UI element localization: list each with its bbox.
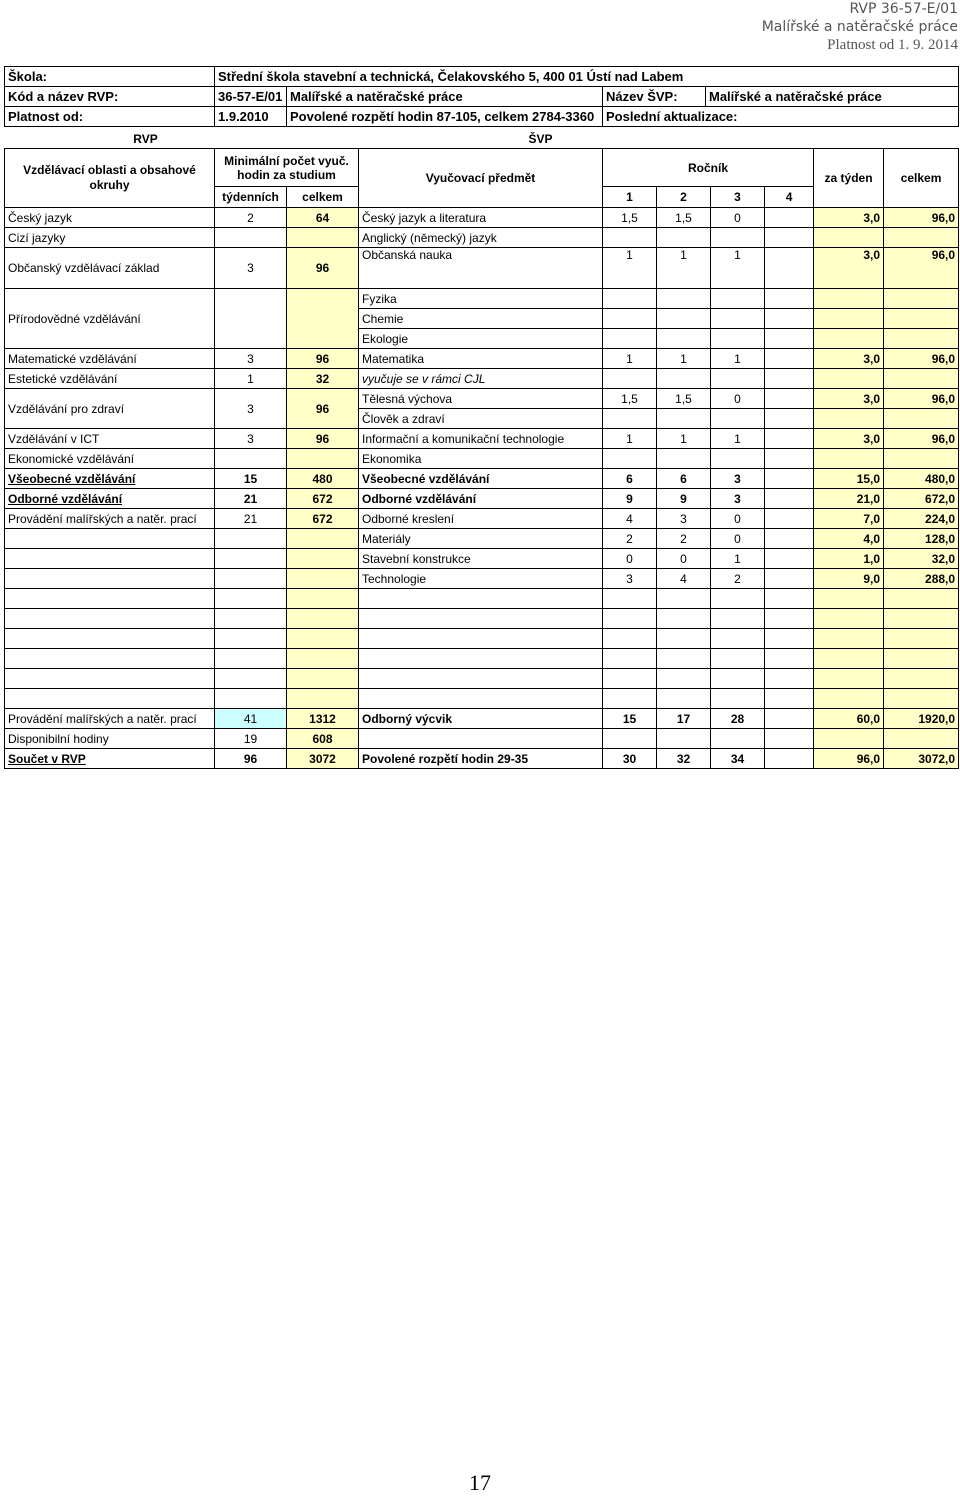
- subject-cell: Technologie: [359, 569, 603, 589]
- weekly-cell: 96: [215, 749, 287, 769]
- total-cell: 1312: [287, 709, 359, 729]
- total-sum-cell: 96,0: [884, 248, 959, 289]
- aktualizace: Poslední aktualizace:: [603, 107, 959, 127]
- table-row: [5, 549, 959, 569]
- platnost-label: Platnost od:: [5, 107, 215, 127]
- table-row: [5, 228, 959, 248]
- page-header: [762, 0, 958, 54]
- area-cell: Všeobecné vzdělávání: [5, 469, 215, 489]
- total-sum-cell: 672,0: [884, 489, 959, 509]
- year3-cell: 1: [711, 549, 765, 569]
- weekly-cell: 21: [215, 489, 287, 509]
- year2-cell: 6: [657, 469, 711, 489]
- total-sum-cell: 3072,0: [884, 749, 959, 769]
- table-row: [5, 369, 959, 389]
- weekly-cell: 41: [215, 709, 287, 729]
- total-cell: 480: [287, 469, 359, 489]
- rozpeti: Povolené rozpětí hodin 87-105, celkem 2784-3360: [287, 107, 603, 127]
- area-cell: Provádění malířských a natěr. prací: [5, 709, 215, 729]
- week-sum-cell: 60,0: [814, 709, 884, 729]
- total-cell: 32: [287, 369, 359, 389]
- za-tyden-header: za týden: [814, 149, 884, 208]
- info-row-platnost: [5, 107, 959, 127]
- year3-cell: 1: [711, 349, 765, 369]
- year3-cell: 0: [711, 509, 765, 529]
- table-row: [5, 349, 959, 369]
- total-sum-cell: 480,0: [884, 469, 959, 489]
- week-sum-cell: 3,0: [814, 389, 884, 409]
- svp-value: Malířské a natěračské práce: [706, 87, 959, 107]
- celkem-header: celkem: [884, 149, 959, 208]
- table-row: [5, 529, 959, 549]
- year2-cell: 9: [657, 489, 711, 509]
- subject-cell: Povolené rozpětí hodin 29-35: [359, 749, 603, 769]
- total-cell: 672: [287, 509, 359, 529]
- subject-cell: Fyzika: [359, 289, 603, 309]
- area-cell: Součet v RVP: [5, 749, 215, 769]
- head-row-2: [5, 149, 959, 187]
- page-number: 17: [469, 1470, 491, 1495]
- kod-name: Malířské a natěračské práce: [287, 87, 603, 107]
- skola-label: Škola:: [5, 67, 215, 87]
- week-sum-cell: 7,0: [814, 509, 884, 529]
- table-row: [5, 649, 959, 669]
- year3-cell: 3: [711, 489, 765, 509]
- year1-cell: 0: [603, 549, 657, 569]
- area-cell: Vzdělávání v ICT: [5, 429, 215, 449]
- subject-cell: Ekonomika: [359, 449, 603, 469]
- total-cell: 96: [287, 429, 359, 449]
- table-row: [5, 629, 959, 649]
- weekly-cell: 3: [215, 389, 287, 429]
- year2-cell: 1: [657, 248, 711, 289]
- year2-cell: 1: [657, 429, 711, 449]
- info-table: [4, 66, 959, 127]
- year1-cell: 6: [603, 469, 657, 489]
- area-cell: Český jazyk: [5, 208, 215, 228]
- total-sum-cell: 128,0: [884, 529, 959, 549]
- year1-cell: 1,5: [603, 208, 657, 228]
- area-cell: Matematické vzdělávání: [5, 349, 215, 369]
- table-row: [5, 389, 959, 409]
- subject-cell: Materiály: [359, 529, 603, 549]
- table-row: [5, 609, 959, 629]
- subject-cell: Odborný výcvik: [359, 709, 603, 729]
- total-cell: 64: [287, 208, 359, 228]
- rvp-label: RVP: [133, 131, 158, 146]
- year1-cell: 2: [603, 529, 657, 549]
- platnost-value: 1.9.2010: [215, 107, 287, 127]
- svp-label-head: ŠVP: [528, 131, 553, 146]
- subject-cell: Matematika: [359, 349, 603, 369]
- total-sum-cell: 1920,0: [884, 709, 959, 729]
- year4-cell: [765, 208, 814, 228]
- table-row: [5, 589, 959, 609]
- year3-cell: 1: [711, 248, 765, 289]
- celkem-min-header: celkem: [287, 187, 359, 208]
- area-cell: Přírodovědné vzdělávání: [5, 289, 215, 349]
- subject-cell: Všeobecné vzdělávání: [359, 469, 603, 489]
- year1-cell: 1: [603, 349, 657, 369]
- area-cell: Estetické vzdělávání: [5, 369, 215, 389]
- kod-label: Kód a název RVP:: [5, 87, 215, 107]
- oblasti-header: Vzdělávací oblasti a obsahové okruhy: [5, 149, 215, 208]
- weekly-cell: 3: [215, 429, 287, 449]
- year1-cell: 30: [603, 749, 657, 769]
- weekly-cell: 21: [215, 509, 287, 529]
- year3-cell: 0: [711, 208, 765, 228]
- weekly-cell: 3: [215, 349, 287, 369]
- header-name: Malířské a natěračské práce: [761, 19, 958, 35]
- area-cell: Občanský vzdělávací základ: [5, 248, 215, 289]
- table-row: [5, 289, 959, 309]
- week-sum-cell: 3,0: [814, 429, 884, 449]
- week-sum-cell: 3,0: [814, 208, 884, 228]
- table-row: [5, 208, 959, 228]
- table-row: [5, 729, 959, 749]
- subject-cell: Člověk a zdraví: [359, 409, 603, 429]
- head-row-1: [5, 129, 959, 149]
- year2-cell: 17: [657, 709, 711, 729]
- year2-cell: 1,5: [657, 389, 711, 409]
- area-cell: Provádění malířských a natěr. prací: [5, 509, 215, 529]
- year2-cell: 1: [657, 349, 711, 369]
- weekly-cell: 19: [215, 729, 287, 749]
- subject-cell: Ekologie: [359, 329, 603, 349]
- table-row: [5, 248, 959, 289]
- skola-value: Střední škola stavební a technická, Čelakovského 5, 400 01 Ústí nad Labem: [215, 67, 959, 87]
- area-cell: Cizí jazyky: [5, 228, 215, 248]
- rocnik-1: 1: [603, 187, 657, 208]
- year2-cell: 3: [657, 509, 711, 529]
- table-row: [5, 709, 959, 729]
- year1-cell: 4: [603, 509, 657, 529]
- total-cell: 3072: [287, 749, 359, 769]
- subject-cell: Český jazyk a literatura: [359, 208, 603, 228]
- total-cell: 96: [287, 349, 359, 369]
- weekly-cell: 1: [215, 369, 287, 389]
- subject-cell: Informační a komunikační technologie: [359, 429, 603, 449]
- year1-cell: 9: [603, 489, 657, 509]
- table-row: [5, 429, 959, 449]
- year2-cell: 2: [657, 529, 711, 549]
- total-sum-cell: 32,0: [884, 549, 959, 569]
- week-sum-cell: 21,0: [814, 489, 884, 509]
- table-row: [5, 689, 959, 709]
- area-cell: Odborné vzdělávání: [5, 489, 215, 509]
- total-cell: 672: [287, 489, 359, 509]
- header-code: RVP 36-57-E/01: [849, 1, 958, 17]
- rocnik-4: 4: [765, 187, 814, 208]
- year3-cell: 3: [711, 469, 765, 489]
- year1-cell: 1: [603, 429, 657, 449]
- week-sum-cell: 3,0: [814, 248, 884, 289]
- year2-cell: 0: [657, 549, 711, 569]
- table-row: [5, 749, 959, 769]
- table-row: [5, 469, 959, 489]
- svp-label: Název ŠVP:: [603, 87, 706, 107]
- subject-cell: Anglický (německý) jazyk: [359, 228, 603, 248]
- year3-cell: 0: [711, 529, 765, 549]
- year2-cell: 1,5: [657, 208, 711, 228]
- curriculum-table: [4, 129, 959, 769]
- year2-cell: 4: [657, 569, 711, 589]
- total-sum-cell: 288,0: [884, 569, 959, 589]
- total-cell: 96: [287, 389, 359, 429]
- tydennich-header: týdenních: [215, 187, 287, 208]
- min-pocet-header: Minimální počet vyuč. hodin za studium: [215, 149, 359, 187]
- total-sum-cell: 96,0: [884, 349, 959, 369]
- info-row-kod: [5, 87, 959, 107]
- year1-cell: 1,5: [603, 389, 657, 409]
- subject-cell: vyučuje se v rámci CJL: [359, 369, 603, 389]
- rocnik-header: Ročník: [603, 149, 814, 187]
- total-sum-cell: 96,0: [884, 208, 959, 228]
- year3-cell: 28: [711, 709, 765, 729]
- rocnik-3: 3: [711, 187, 765, 208]
- year3-cell: 0: [711, 389, 765, 409]
- subject-cell: Chemie: [359, 309, 603, 329]
- weekly-cell: 15: [215, 469, 287, 489]
- total-cell: 608: [287, 729, 359, 749]
- year1-cell: 1: [603, 248, 657, 289]
- total-sum-cell: 96,0: [884, 389, 959, 409]
- week-sum-cell: 3,0: [814, 349, 884, 369]
- total-cell: 96: [287, 248, 359, 289]
- header-validity: Platnost od 1. 9. 2014: [827, 37, 958, 53]
- total-sum-cell: 224,0: [884, 509, 959, 529]
- year1-cell: 15: [603, 709, 657, 729]
- table-row: [5, 449, 959, 469]
- year3-cell: 2: [711, 569, 765, 589]
- week-sum-cell: 96,0: [814, 749, 884, 769]
- weekly-cell: 3: [215, 248, 287, 289]
- subject-cell: Tělesná výchova: [359, 389, 603, 409]
- subject-cell: Občanská nauka: [359, 248, 603, 289]
- rocnik-2: 2: [657, 187, 711, 208]
- week-sum-cell: 1,0: [814, 549, 884, 569]
- year3-cell: 1: [711, 429, 765, 449]
- week-sum-cell: 9,0: [814, 569, 884, 589]
- subject-cell: Odborné kreslení: [359, 509, 603, 529]
- table-row: [5, 489, 959, 509]
- subject-cell: Odborné vzdělávání: [359, 489, 603, 509]
- year1-cell: 3: [603, 569, 657, 589]
- area-cell: Disponibilní hodiny: [5, 729, 215, 749]
- week-sum-cell: 4,0: [814, 529, 884, 549]
- table-row: [5, 509, 959, 529]
- info-row-skola: [5, 67, 959, 87]
- kod-value: 36-57-E/01: [215, 87, 287, 107]
- table-row: [5, 569, 959, 589]
- table-row: [5, 669, 959, 689]
- week-sum-cell: 15,0: [814, 469, 884, 489]
- predmet-header: Vyučovací předmět: [359, 149, 603, 208]
- year2-cell: 32: [657, 749, 711, 769]
- area-cell: Ekonomické vzdělávání: [5, 449, 215, 469]
- subject-cell: Stavební konstrukce: [359, 549, 603, 569]
- area-cell: Vzdělávání pro zdraví: [5, 389, 215, 429]
- year3-cell: 34: [711, 749, 765, 769]
- weekly-cell: 2: [215, 208, 287, 228]
- total-sum-cell: 96,0: [884, 429, 959, 449]
